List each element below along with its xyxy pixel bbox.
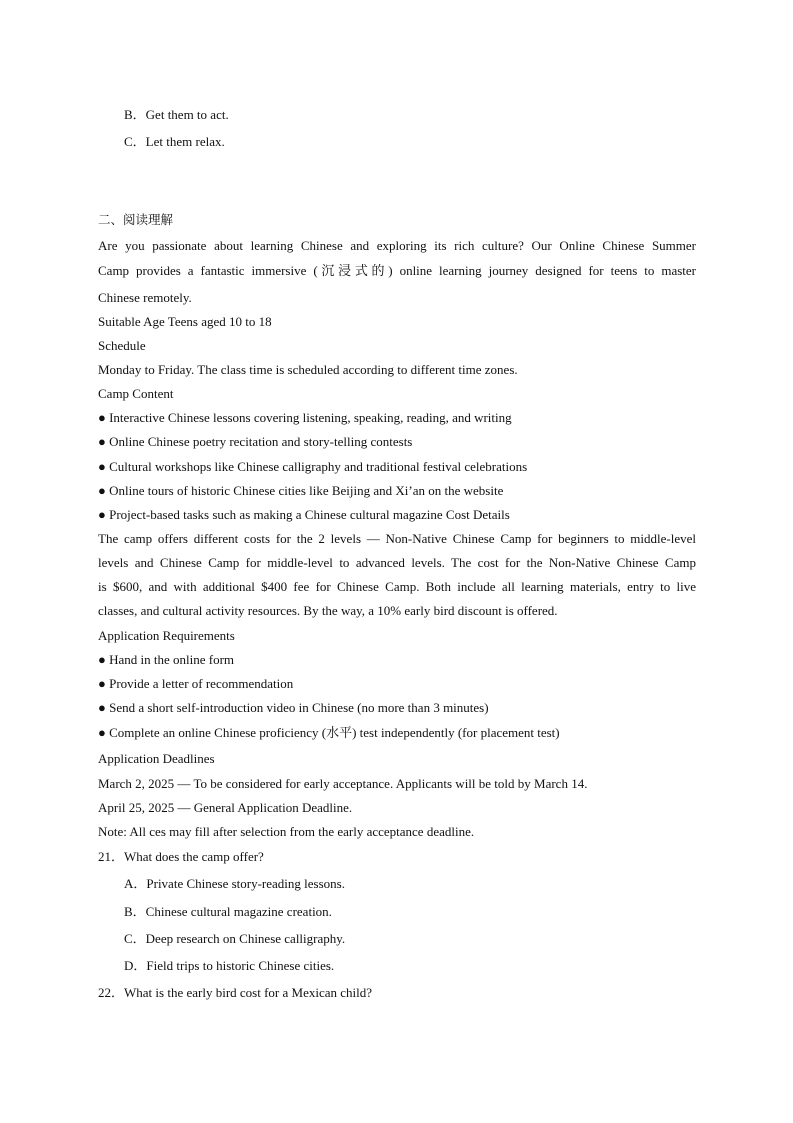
deadline-item: March 2, 2025 — To be considered for early acceptance. Applicants will be told by March 14. <box>98 776 588 791</box>
deadlines-heading: Application Deadlines <box>98 751 215 766</box>
option-text: Deep research on Chinese calligraphy. <box>145 931 346 946</box>
requirement-item: ● Provide a letter of recommendation <box>98 676 294 691</box>
prev-question-option-c <box>124 134 225 150</box>
cost-line-3: is $600, and with additional $400 fee for Chinese Camp. Both include all learning materials, entry to live <box>98 579 696 594</box>
option-text: Private Chinese story-reading lessons. <box>146 876 345 891</box>
option-letter: C． <box>124 134 146 149</box>
question-21-option-d <box>124 958 334 974</box>
question-22 <box>98 985 372 1001</box>
option-letter: A． <box>124 876 147 891</box>
passage-intro-line-3: Chinese remotely. <box>98 290 192 305</box>
passage-intro-line-1: Are you passionate about learning Chinese and exploring its rich culture? Our Online Chinese Summer <box>98 238 696 253</box>
requirement-item: ● Complete an online Chinese proficiency (水平) test independently (for placement test) <box>98 725 560 740</box>
option-text: Field trips to historic Chinese cities. <box>146 958 335 973</box>
camp-content-item: ● Online Chinese poetry recitation and story-telling contests <box>98 434 413 449</box>
camp-content-item: ● Project-based tasks such as making a Chinese cultural magazine Cost Details <box>98 507 510 522</box>
option-text: Let them relax. <box>145 134 225 149</box>
question-21-option-c <box>124 931 345 947</box>
passage-intro-line-2: Camp provides a fantastic immersive (沉浸式的) online learning journey designed for teens to master <box>98 263 696 278</box>
option-text: Chinese cultural magazine creation. <box>145 904 332 919</box>
requirement-item: ● Hand in the online form <box>98 652 235 667</box>
question-text: What is the early bird cost for a Mexican child? <box>124 985 373 1000</box>
cost-line-4: classes, and cultural activity resources. By the way, a 10% early bird discount is offered. <box>98 603 558 618</box>
cost-line-1: The camp offers different costs for the 2 levels — Non-Native Chinese Camp for beginners to middle-level <box>98 531 696 546</box>
question-21 <box>98 849 264 865</box>
option-letter: B． <box>124 107 146 122</box>
cost-line-2: levels and Chinese Camp for middle-level to advanced levels. The cost for the Non-Native Chinese Camp <box>98 555 696 570</box>
option-text: Get them to act. <box>145 107 229 122</box>
camp-content-item: ● Interactive Chinese lessons covering listening, speaking, reading, and writing <box>98 410 512 425</box>
question-number: 21． <box>98 849 125 864</box>
question-21-option-b <box>124 904 332 920</box>
prev-question-option-b <box>124 107 229 123</box>
camp-content-item: ● Online tours of historic Chinese cities like Beijing and Xi’an on the website <box>98 483 504 498</box>
note-text: Note: All ces may fill after selection from the early acceptance deadline. <box>98 824 475 839</box>
section-heading: 二、阅读理解 <box>98 212 174 227</box>
schedule-heading: Schedule <box>98 338 146 353</box>
camp-content-heading: Camp Content <box>98 386 174 401</box>
deadline-item: April 25, 2025 — General Application Deadline. <box>98 800 353 815</box>
option-letter: C． <box>124 931 146 946</box>
option-letter: B． <box>124 904 146 919</box>
schedule-text: Monday to Friday. The class time is scheduled according to different time zones. <box>98 362 518 377</box>
question-number: 22． <box>98 985 125 1000</box>
suitable-age: Suitable Age Teens aged 10 to 18 <box>98 314 272 329</box>
question-21-option-a <box>124 876 345 892</box>
question-text: What does the camp offer? <box>124 849 264 864</box>
requirement-item: ● Send a short self-introduction video in Chinese (no more than 3 minutes) <box>98 700 489 715</box>
option-letter: D． <box>124 958 147 973</box>
camp-content-item: ● Cultural workshops like Chinese calligraphy and traditional festival celebrations <box>98 459 528 474</box>
requirements-heading: Application Requirements <box>98 628 235 643</box>
